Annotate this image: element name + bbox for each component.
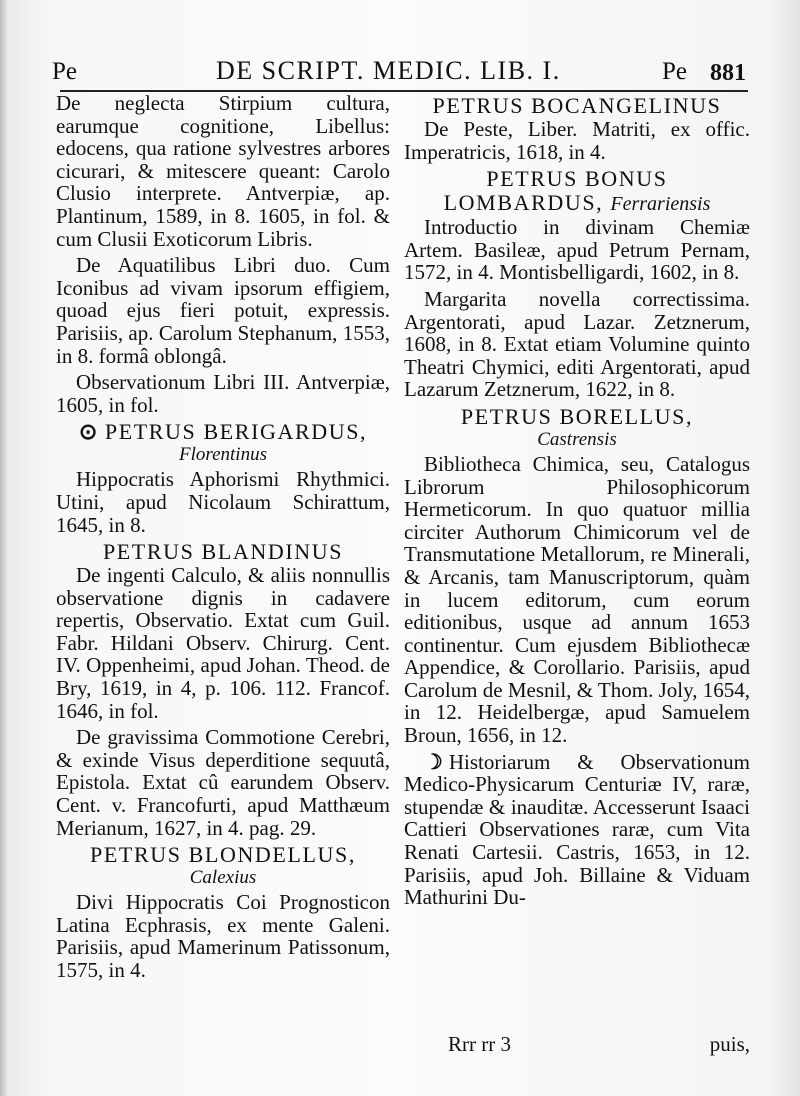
header-left-word: Pe <box>52 58 77 85</box>
paragraph: Bibliotheca Chimica, seu, Catalogus Librorum Philosophicorum Hermeticorum. In quo quatuor millia circiter Authorum Chimicorum vel de Transmutatione Metallorum, re Minerali, & Arcanis, tam Manuscriptorum, quàm in lucem editorum, cum eorum editionibus, usque ad annum 1653 continentur. Cum ejusdem Bibliothecæ Appendice, & Corollario. Parisiis, apud Carolum de Mesnil, & Thom. Joly, 1654, in 12. Heidelbergæ, apud Samuelem Broun, 1656, in 12. <box>404 451 750 748</box>
moon-symbol-icon: ☽ <box>424 749 443 774</box>
signature-mark: Rrr rr 3 <box>448 1032 511 1056</box>
gutter-shadow <box>0 0 8 1096</box>
paragraph: Observationum Libri III. Antverpiæ, 1605, in fol. <box>56 370 390 417</box>
running-header <box>52 54 752 84</box>
paragraph: Hippocratis Aphorismi Rhythmici. Utini, apud Nicolaum Schirattum, 1645, in 8. <box>56 467 390 537</box>
entry-heading: PETRUS BLONDELLUS, <box>90 842 356 868</box>
entry-bonus-lombardus <box>404 167 750 401</box>
paragraph: De ingenti Calculo, & aliis nonnullis observatione dignis in cadavere repertis, Observatio. Extat cum Guil. Fabr. Hildani Observ. Chirurg. Cent. IV. Oppenheimi, apud Johan. Theod. de Bry, 1619, in 4, p. 106. 112. Francof. 1646, in fol. <box>56 563 390 723</box>
heading-text: PETRUS BERIGARDUS, <box>104 419 368 445</box>
page-number: 881 <box>710 60 746 86</box>
paragraph-text: Historiarum & Observationum Medico-Physicarum Centuriæ IV, raræ, stupendæ & inauditæ. Accesserunt Isaaci Cattieri Observationes raræ, cum Vita Renati Cartesii. Castris, 1653, in 12. Parisiis, apud Joh. Billaine & Viduam Mathurini Du- <box>404 749 750 910</box>
entry-bocangelinus <box>404 94 750 163</box>
paragraph: De gravissima Commotione Cerebri, & exinde Visus deperditione sequutâ, Epistola. Extat cû earundem Observ. Cent. v. Francofurti, apud Matthæum Merianum, 1627, in 4. pag. 29. <box>56 725 390 840</box>
entry-blondellus <box>56 843 390 981</box>
paragraph <box>404 751 750 909</box>
entry-heading <box>56 420 390 444</box>
entry-subtitle: Florentinus <box>179 444 267 466</box>
entry-borellus <box>404 405 750 909</box>
paragraph: De Peste, Liber. Matriti, ex offic. Imperatricis, 1618, in 4. <box>404 117 750 164</box>
header-title: DE SCRIPT. MEDIC. LIB. I. <box>216 56 561 85</box>
paragraph: Divi Hippocratis Coi Prognosticon Latina Ecphrasis, ex mente Galeni. Parisiis, apud Mamerinum Patissonum, 1575, in 4. <box>56 890 390 982</box>
entry-heading: PETRUS BLANDINUS <box>102 539 344 565</box>
page-footer <box>404 1030 750 1058</box>
left-column <box>56 92 390 986</box>
entry-heading <box>404 167 750 216</box>
heading-text: PETRUS BONUS LOMBARDUS, <box>443 166 668 216</box>
entry-subtitle: Calexius <box>189 867 257 889</box>
entry-heading: PETRUS BORELLUS, <box>460 403 694 429</box>
entry-heading: PETRUS BOCANGELINUS <box>432 93 722 118</box>
entry-subtitle: Castrensis <box>537 428 617 450</box>
entry-berigardus <box>56 420 390 536</box>
paragraph: Introductio in divinam Chemiæ Artem. Basileæ, apud Petrum Pernam, 1572, in 4. Montisbelligardi, 1602, in 8. <box>404 215 750 285</box>
catchword: puis, <box>709 1032 750 1056</box>
paragraph: De Aquatilibus Libri duo. Cum Iconibus ad vivam ipsorum effigiem, quoad ejus fieri potuit, expressis. Parisiis, ap. Carolum Stephanum, 1553, in 8. formâ oblongâ. <box>56 253 390 368</box>
sun-symbol-icon: ⊙ <box>78 419 99 445</box>
entry-blandinus <box>56 540 390 839</box>
header-right-word: Pe <box>662 58 687 85</box>
entry-continued <box>56 92 390 416</box>
heading-italic: Ferrariensis <box>610 193 711 216</box>
paragraph: Margarita novella correctissima. Argentorati, apud Lazar. Zetznerum, 1608, in 8. Extat etiam Volumine quinto Theatri Chymici, editi Argentorati, apud Lazarum Zetznerum, 1622, in 8. <box>404 286 750 402</box>
paragraph: De neglecta Stirpium cultura, earumque cognitione, Libellus: edocens, qua ratione sylvestres arbores cicurari, & mitescere queant: Carolo Clusio interprete. Antverpiæ, ap. Plantinum, 1589, in 8. 1605, in fol. & cum Clusii Exoticorum Libris. <box>56 91 390 251</box>
right-column <box>404 92 750 913</box>
